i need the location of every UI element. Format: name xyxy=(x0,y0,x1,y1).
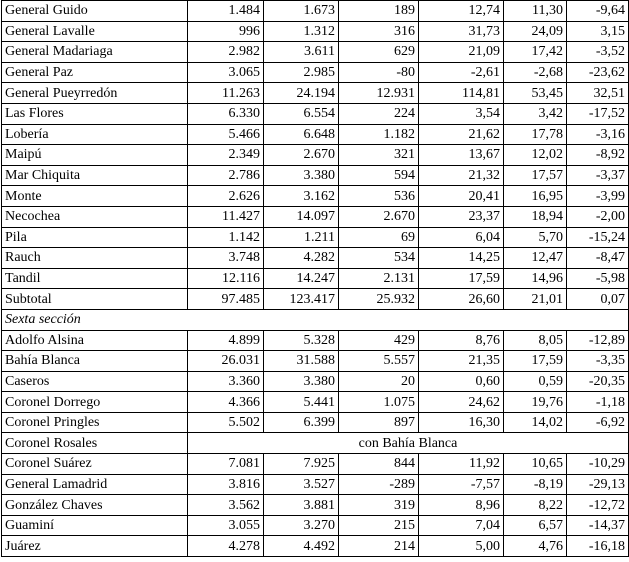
value-cell-col-4: 21,09 xyxy=(419,42,504,63)
value-cell-col-4: 21,32 xyxy=(419,165,504,186)
municipality-name: Coronel Rosales xyxy=(2,433,188,454)
value-cell-col-1: 3.562 xyxy=(188,495,264,516)
value-cell-col-6: -12,72 xyxy=(567,495,629,516)
value-cell-col-3: 594 xyxy=(339,165,419,186)
table-row xyxy=(2,42,629,63)
municipality-name: General Lamadrid xyxy=(2,474,188,495)
value-cell-col-5: 17,78 xyxy=(504,124,567,145)
municipality-name: Maipú xyxy=(2,145,188,166)
table-row xyxy=(2,515,629,536)
value-cell-col-6: -9,64 xyxy=(567,1,629,22)
table-row xyxy=(2,227,629,248)
value-cell-col-1: 97.485 xyxy=(188,289,264,310)
value-cell-col-5: 17,57 xyxy=(504,165,567,186)
value-cell-col-1: 2.349 xyxy=(188,145,264,166)
municipality-name: Guaminí xyxy=(2,515,188,536)
municipality-name: Lobería xyxy=(2,124,188,145)
value-cell-col-3: 534 xyxy=(339,248,419,269)
value-cell-col-5: 18,94 xyxy=(504,206,567,227)
value-cell-col-5: 10,65 xyxy=(504,454,567,475)
value-cell-col-1: 3.055 xyxy=(188,515,264,536)
value-cell-col-1: 4.278 xyxy=(188,536,264,557)
value-cell-col-2: 4.282 xyxy=(264,248,339,269)
value-cell-col-5: 12,02 xyxy=(504,145,567,166)
table-row xyxy=(2,371,629,392)
value-cell-col-5: 5,70 xyxy=(504,227,567,248)
value-cell-col-1: 11.263 xyxy=(188,83,264,104)
value-cell-col-2: 3.611 xyxy=(264,42,339,63)
value-cell-col-2: 6.399 xyxy=(264,412,339,433)
value-cell-col-6: -23,62 xyxy=(567,62,629,83)
municipality-name: Coronel Dorrego xyxy=(2,392,188,413)
value-cell-col-4: 114,81 xyxy=(419,83,504,104)
value-cell-col-2: 3.162 xyxy=(264,186,339,207)
value-cell-col-6: -29,13 xyxy=(567,474,629,495)
value-cell-col-2: 2.670 xyxy=(264,145,339,166)
value-cell-col-1: 4.366 xyxy=(188,392,264,413)
value-cell-col-3: 321 xyxy=(339,145,419,166)
municipality-name: Subtotal xyxy=(2,289,188,310)
value-cell-col-1: 1.484 xyxy=(188,1,264,22)
section-header-row xyxy=(2,309,629,330)
table-row xyxy=(2,1,629,22)
subtotal-row xyxy=(2,289,629,310)
table-row xyxy=(2,248,629,269)
value-cell-col-2: 1.211 xyxy=(264,227,339,248)
value-cell-col-2: 3.270 xyxy=(264,515,339,536)
value-cell-col-2: 1.312 xyxy=(264,21,339,42)
value-cell-col-2: 3.881 xyxy=(264,495,339,516)
value-cell-col-5: 24,09 xyxy=(504,21,567,42)
value-cell-col-3: -80 xyxy=(339,62,419,83)
table-row xyxy=(2,392,629,413)
value-cell-col-4: 31,73 xyxy=(419,21,504,42)
table-row xyxy=(2,330,629,351)
municipality-name: Las Flores xyxy=(2,103,188,124)
value-cell-col-3: 2.131 xyxy=(339,268,419,289)
table-row xyxy=(2,474,629,495)
value-cell-col-6: -1,18 xyxy=(567,392,629,413)
value-cell-col-4: 5,00 xyxy=(419,536,504,557)
table-row xyxy=(2,206,629,227)
table-row xyxy=(2,454,629,475)
value-cell-col-3: 1.075 xyxy=(339,392,419,413)
value-cell-col-5: 3,42 xyxy=(504,103,567,124)
table-row xyxy=(2,145,629,166)
value-cell-col-6: -3,99 xyxy=(567,186,629,207)
value-cell-col-5: 21,01 xyxy=(504,289,567,310)
value-cell-col-1: 2.982 xyxy=(188,42,264,63)
table-row xyxy=(2,412,629,433)
municipality-name: González Chaves xyxy=(2,495,188,516)
value-cell-col-1: 2.786 xyxy=(188,165,264,186)
value-cell-col-6: -15,24 xyxy=(567,227,629,248)
value-cell-col-1: 2.626 xyxy=(188,186,264,207)
value-cell-col-1: 12.116 xyxy=(188,268,264,289)
value-cell-col-5: 0,59 xyxy=(504,371,567,392)
value-cell-col-5: 12,47 xyxy=(504,248,567,269)
value-cell-col-5: 8,05 xyxy=(504,330,567,351)
value-cell-col-1: 4.899 xyxy=(188,330,264,351)
municipality-name: Mar Chiquita xyxy=(2,165,188,186)
value-cell-col-2: 4.492 xyxy=(264,536,339,557)
value-cell-col-6: -5,98 xyxy=(567,268,629,289)
value-cell-col-4: 8,96 xyxy=(419,495,504,516)
value-cell-col-3: 5.557 xyxy=(339,351,419,372)
value-cell-col-1: 26.031 xyxy=(188,351,264,372)
value-cell-col-5: 11,30 xyxy=(504,1,567,22)
value-cell-col-4: 0,60 xyxy=(419,371,504,392)
value-cell-col-6: -2,00 xyxy=(567,206,629,227)
value-cell-col-6: -3,35 xyxy=(567,351,629,372)
municipality-name: Tandil xyxy=(2,268,188,289)
value-cell-col-6: -3,52 xyxy=(567,42,629,63)
value-cell-col-6: -14,37 xyxy=(567,515,629,536)
value-cell-col-1: 1.142 xyxy=(188,227,264,248)
value-cell-col-2: 1.673 xyxy=(264,1,339,22)
value-cell-col-3: -289 xyxy=(339,474,419,495)
municipality-name: Necochea xyxy=(2,206,188,227)
municipal-data-table xyxy=(1,0,629,557)
municipality-name: Coronel Pringles xyxy=(2,412,188,433)
value-cell-col-6: 0,07 xyxy=(567,289,629,310)
value-cell-col-3: 12.931 xyxy=(339,83,419,104)
value-cell-col-2: 14.247 xyxy=(264,268,339,289)
value-cell-col-4: 14,25 xyxy=(419,248,504,269)
value-cell-col-1: 6.330 xyxy=(188,103,264,124)
value-cell-col-2: 6.554 xyxy=(264,103,339,124)
value-cell-col-4: 12,74 xyxy=(419,1,504,22)
value-cell-col-6: -17,52 xyxy=(567,103,629,124)
value-cell-col-5: 14,02 xyxy=(504,412,567,433)
merged-note: con Bahía Blanca xyxy=(188,433,629,454)
value-cell-col-3: 189 xyxy=(339,1,419,22)
value-cell-col-1: 5.502 xyxy=(188,412,264,433)
value-cell-col-5: -2,68 xyxy=(504,62,567,83)
municipality-name: Caseros xyxy=(2,371,188,392)
municipality-name: General Paz xyxy=(2,62,188,83)
value-cell-col-4: 17,59 xyxy=(419,268,504,289)
table-row xyxy=(2,21,629,42)
value-cell-col-5: 14,96 xyxy=(504,268,567,289)
value-cell-col-2: 5.441 xyxy=(264,392,339,413)
value-cell-col-5: 17,42 xyxy=(504,42,567,63)
value-cell-col-1: 3.748 xyxy=(188,248,264,269)
value-cell-col-6: -3,37 xyxy=(567,165,629,186)
table-row xyxy=(2,62,629,83)
municipality-name: Bahía Blanca xyxy=(2,351,188,372)
value-cell-col-5: 8,22 xyxy=(504,495,567,516)
value-cell-col-3: 316 xyxy=(339,21,419,42)
value-cell-col-3: 224 xyxy=(339,103,419,124)
table-row xyxy=(2,536,629,557)
value-cell-col-2: 2.985 xyxy=(264,62,339,83)
value-cell-col-3: 536 xyxy=(339,186,419,207)
table-row xyxy=(2,103,629,124)
value-cell-col-4: -2,61 xyxy=(419,62,504,83)
value-cell-col-2: 123.417 xyxy=(264,289,339,310)
table-body xyxy=(2,1,629,557)
value-cell-col-3: 20 xyxy=(339,371,419,392)
value-cell-col-1: 3.360 xyxy=(188,371,264,392)
municipality-name: General Pueyrredón xyxy=(2,83,188,104)
municipality-name: General Madariaga xyxy=(2,42,188,63)
value-cell-col-4: 21,62 xyxy=(419,124,504,145)
table-row xyxy=(2,83,629,104)
value-cell-col-4: 8,76 xyxy=(419,330,504,351)
value-cell-col-3: 69 xyxy=(339,227,419,248)
value-cell-col-1: 11.427 xyxy=(188,206,264,227)
value-cell-col-2: 7.925 xyxy=(264,454,339,475)
value-cell-col-1: 3.816 xyxy=(188,474,264,495)
value-cell-col-6: -6,92 xyxy=(567,412,629,433)
value-cell-col-2: 24.194 xyxy=(264,83,339,104)
table-row xyxy=(2,124,629,145)
table-row xyxy=(2,165,629,186)
value-cell-col-4: 21,35 xyxy=(419,351,504,372)
value-cell-col-6: 3,15 xyxy=(567,21,629,42)
value-cell-col-3: 844 xyxy=(339,454,419,475)
value-cell-col-1: 3.065 xyxy=(188,62,264,83)
value-cell-col-4: 3,54 xyxy=(419,103,504,124)
municipality-name: Monte xyxy=(2,186,188,207)
municipality-name: General Lavalle xyxy=(2,21,188,42)
value-cell-col-4: 16,30 xyxy=(419,412,504,433)
value-cell-col-3: 897 xyxy=(339,412,419,433)
value-cell-col-6: -16,18 xyxy=(567,536,629,557)
value-cell-col-4: 7,04 xyxy=(419,515,504,536)
value-cell-col-2: 14.097 xyxy=(264,206,339,227)
value-cell-col-5: 19,76 xyxy=(504,392,567,413)
value-cell-col-3: 25.932 xyxy=(339,289,419,310)
value-cell-col-1: 7.081 xyxy=(188,454,264,475)
value-cell-col-6: -8,47 xyxy=(567,248,629,269)
value-cell-col-5: 53,45 xyxy=(504,83,567,104)
value-cell-col-4: 20,41 xyxy=(419,186,504,207)
value-cell-col-3: 629 xyxy=(339,42,419,63)
value-cell-col-6: -12,89 xyxy=(567,330,629,351)
value-cell-col-5: 6,57 xyxy=(504,515,567,536)
value-cell-col-6: -3,16 xyxy=(567,124,629,145)
value-cell-col-3: 215 xyxy=(339,515,419,536)
municipality-name: Juárez xyxy=(2,536,188,557)
value-cell-col-4: 26,60 xyxy=(419,289,504,310)
value-cell-col-2: 31.588 xyxy=(264,351,339,372)
value-cell-col-3: 429 xyxy=(339,330,419,351)
value-cell-col-5: 16,95 xyxy=(504,186,567,207)
value-cell-col-4: -7,57 xyxy=(419,474,504,495)
value-cell-col-4: 24,62 xyxy=(419,392,504,413)
municipality-name: General Guido xyxy=(2,1,188,22)
value-cell-col-3: 214 xyxy=(339,536,419,557)
value-cell-col-3: 319 xyxy=(339,495,419,516)
value-cell-col-6: -8,92 xyxy=(567,145,629,166)
value-cell-col-2: 3.380 xyxy=(264,165,339,186)
value-cell-col-2: 3.527 xyxy=(264,474,339,495)
value-cell-col-2: 5.328 xyxy=(264,330,339,351)
value-cell-col-6: 32,51 xyxy=(567,83,629,104)
value-cell-col-5: 4,76 xyxy=(504,536,567,557)
table-row xyxy=(2,268,629,289)
value-cell-col-3: 1.182 xyxy=(339,124,419,145)
value-cell-col-1: 996 xyxy=(188,21,264,42)
value-cell-col-2: 6.648 xyxy=(264,124,339,145)
value-cell-col-1: 5.466 xyxy=(188,124,264,145)
value-cell-col-4: 11,92 xyxy=(419,454,504,475)
section-label: Sexta sección xyxy=(2,309,629,330)
value-cell-col-4: 6,04 xyxy=(419,227,504,248)
table-row xyxy=(2,186,629,207)
value-cell-col-5: -8,19 xyxy=(504,474,567,495)
table-row xyxy=(2,351,629,372)
value-cell-col-2: 3.380 xyxy=(264,371,339,392)
value-cell-col-4: 23,37 xyxy=(419,206,504,227)
municipality-name: Rauch xyxy=(2,248,188,269)
value-cell-col-3: 2.670 xyxy=(339,206,419,227)
value-cell-col-6: -10,29 xyxy=(567,454,629,475)
municipality-name: Adolfo Alsina xyxy=(2,330,188,351)
municipality-name: Pila xyxy=(2,227,188,248)
value-cell-col-5: 17,59 xyxy=(504,351,567,372)
value-cell-col-6: -20,35 xyxy=(567,371,629,392)
table-row xyxy=(2,433,629,454)
table-row xyxy=(2,495,629,516)
value-cell-col-4: 13,67 xyxy=(419,145,504,166)
municipality-name: Coronel Suárez xyxy=(2,454,188,475)
